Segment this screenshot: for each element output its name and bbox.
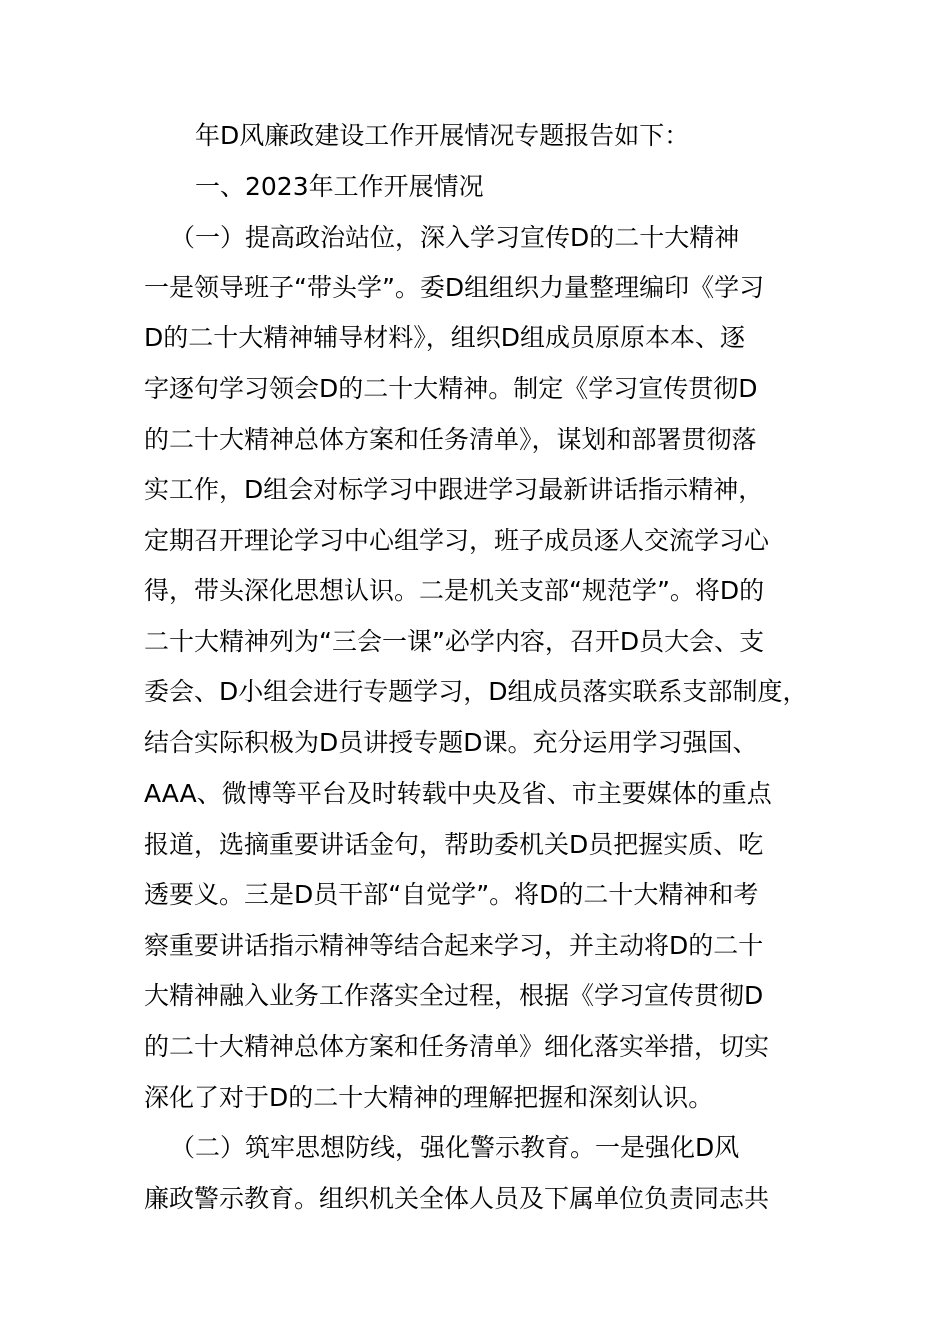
text-line: 二十大精神列为“三会一课”必学内容，召开D员大会、支 [144,627,765,656]
text-line: 报道，选摘重要讲话金句，帮助委机关D员把握实质、吃 [144,830,764,859]
text-line: AAA、微博等平台及时转载中央及省、市主要媒体的重点 [144,779,772,808]
section-heading: 一、2023年工作开展情况 [195,172,484,201]
text-line: 字逐句学习领会D的二十大精神。制定《学习宣传贯彻D [144,374,758,403]
subsection-heading: （一）提高政治站位，深入学习宣传D的二十大精神 [170,223,740,252]
text-line: 委会、D小组会进行专题学习，D组成员落实联系支部制度， [144,677,808,706]
text-line: 大精神融入业务工作落实全过程，根据《学习宣传贯彻D [144,981,764,1010]
text-line: 一是领导班子“带头学”。委D组组织力量整理编印《学习 [144,273,765,302]
subsection-heading: （二）筑牢思想防线，强化警示教育。一是强化D风 [170,1133,740,1162]
text-line: 廉政警示教育。组织机关全体人员及下属单位负责同志共 [144,1184,770,1213]
text-line: 的二十大精神总体方案和任务清单》细化落实举措，切实 [144,1032,770,1061]
text-line: 的二十大精神总体方案和任务清单》，谋划和部署贯彻落 [144,425,757,454]
text-line: D的二十大精神辅导材料》，组织D组成员原原本本、逐 [144,323,746,352]
text-line: 定期召开理论学习中心组学习，班子成员逐人交流学习心 [144,526,770,555]
text-line: 深化了对于D的二十大精神的理解把握和深刻认识。 [144,1083,714,1112]
text-line: 结合实际积极为D员讲授专题D课。充分运用学习强国、 [144,728,758,757]
text-line: 实工作，D组会对标学习中跟进学习最新讲话指示精神， [144,475,764,504]
text-line: 透要义。三是D员干部“自觉学”。将D的二十大精神和考 [144,880,759,909]
text-line: 察重要讲话指示精神等结合起来学习，并主动将D的二十 [144,931,764,960]
text-line: 年D风廉政建设工作开展情况专题报告如下： [195,121,690,150]
text-line: 得，带头深化思想认识。二是机关支部“规范学”。将D的 [144,576,765,605]
